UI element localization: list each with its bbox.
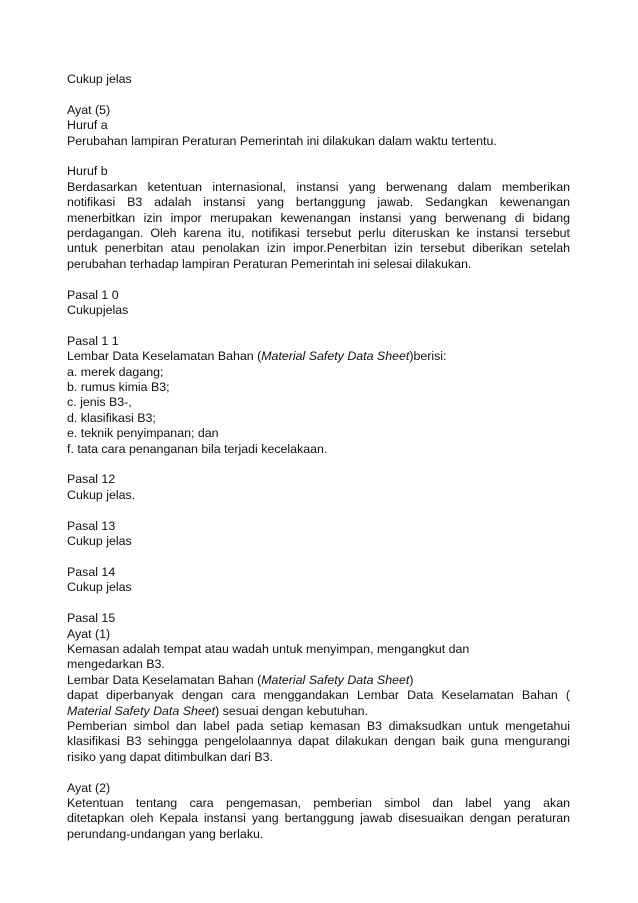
ayat1-line3-suffix: ): [409, 672, 414, 687]
msds-italic: Material Safety Data Sheet: [261, 349, 410, 364]
pasal11-intro-text: Lembar Data Keselamatan Bahan (: [67, 349, 262, 364]
pasal13-text: Cukup jelas: [67, 534, 132, 549]
ayat1-line: risiko yang dapat ditimbulkan dari B3.: [67, 749, 273, 764]
hurufb-line: menerbitkan izin impor merupakan kewenangan instansi yang berwenang di bidang: [67, 210, 570, 225]
ayat1-line: klasifikasi B3 sehingga pengelolaannya dapat dilakukan dengan baik guna mengurangi: [67, 734, 570, 749]
ayat2-line: perundang-undangan yang berlaku.: [67, 826, 264, 841]
list-item: d. klasifikasi B3;: [67, 410, 156, 425]
list-item: c. jenis B3-,: [67, 395, 132, 410]
pasal9-text: Cukup jelas: [67, 72, 132, 86]
ayat1-heading: Ayat (1): [67, 626, 111, 641]
pasal13-heading: Pasal 13: [67, 518, 116, 533]
pasal15-heading: Pasal 15: [67, 611, 116, 626]
hurufb-line: perdagangan. Oleh karena itu, notifikasi tersebut perlu diteruskan ke instansi tersebut: [67, 226, 570, 241]
hurufa-heading: Huruf a: [67, 118, 108, 133]
pasal10-text: Cukupjelas: [67, 303, 129, 318]
pasal14-text: Cukup jelas: [67, 580, 132, 595]
pasal14-heading: Pasal 14: [67, 564, 116, 579]
ayat5-heading: Ayat (5): [67, 102, 111, 117]
ayat1-line: dapat diperbanyak dengan cara menggandakan Lembar Data Keselamatan Bahan (: [67, 688, 570, 703]
list-item: e. teknik penyimpanan; dan: [67, 426, 219, 441]
hurufb-paragraph: [67, 180, 570, 272]
hurufb-heading: Huruf b: [67, 164, 108, 179]
list-item: b. rumus kimia B3;: [67, 380, 170, 395]
pasal12-text: Cukup jelas.: [67, 487, 136, 502]
ayat1-line: mengedarkan B3.: [67, 657, 165, 672]
ayat1-line: Pemberian simbol dan label pada setiap kemasan B3 dimaksudkan untuk mengetahui: [67, 718, 570, 733]
hurufb-line: notifikasi B3 adalah instansi yang bertanggung jawab. Sedangkan kewenangan: [67, 195, 570, 210]
ayat2-heading: Ayat (2): [67, 780, 111, 795]
ayat2-line: Ketentuan tentang cara pengemasan, pemberian simbol dan label yang akan: [67, 795, 570, 810]
ayat1-line: [67, 673, 570, 688]
ayat2-line: ditetapkan oleh Kepala instansi yang bertanggung jawab disesuaikan dengan peraturan: [67, 811, 570, 826]
hurufb-line: perubahan terhadap lampiran Peraturan Pemerintah ini selesai dilakukan.: [67, 256, 472, 271]
ayat1-line: [67, 704, 570, 719]
hurufb-line: Berdasarkan ketentuan internasional, instansi yang berwenang dalam memberikan: [67, 179, 570, 194]
ayat1-line3-text: Lembar Data Keselamatan Bahan (: [67, 672, 262, 687]
hurufb-line: untuk penerbitan atau penolakan izin impor.Penerbitan izin tersebut diberikan setelah: [67, 241, 570, 256]
ayat1-line: Kemasan adalah tempat atau wadah untuk menyimpan, mengangkut dan: [67, 641, 470, 656]
pasal11-heading: Pasal 1 1: [67, 333, 119, 348]
list-item: f. tata cara penanganan bila terjadi kecelakaan.: [67, 441, 328, 456]
ayat1-line5-suffix: ) sesuai dengan kebutuhan.: [215, 703, 369, 718]
pasal12-heading: Pasal 12: [67, 472, 116, 487]
document-page: [67, 72, 570, 842]
pasal11-intro: [67, 349, 570, 364]
pasal10-heading: Pasal 1 0: [67, 287, 119, 302]
list-item: a. merek dagang;: [67, 364, 164, 379]
pasal11-intro-suffix: )berisi:: [409, 349, 447, 364]
msds-italic: Material Safety Data Sheet: [67, 703, 216, 718]
msds-italic: Material Safety Data Sheet: [261, 672, 410, 687]
hurufa-text: Perubahan lampiran Peraturan Pemerintah ini dilakukan dalam waktu tertentu.: [67, 133, 497, 148]
